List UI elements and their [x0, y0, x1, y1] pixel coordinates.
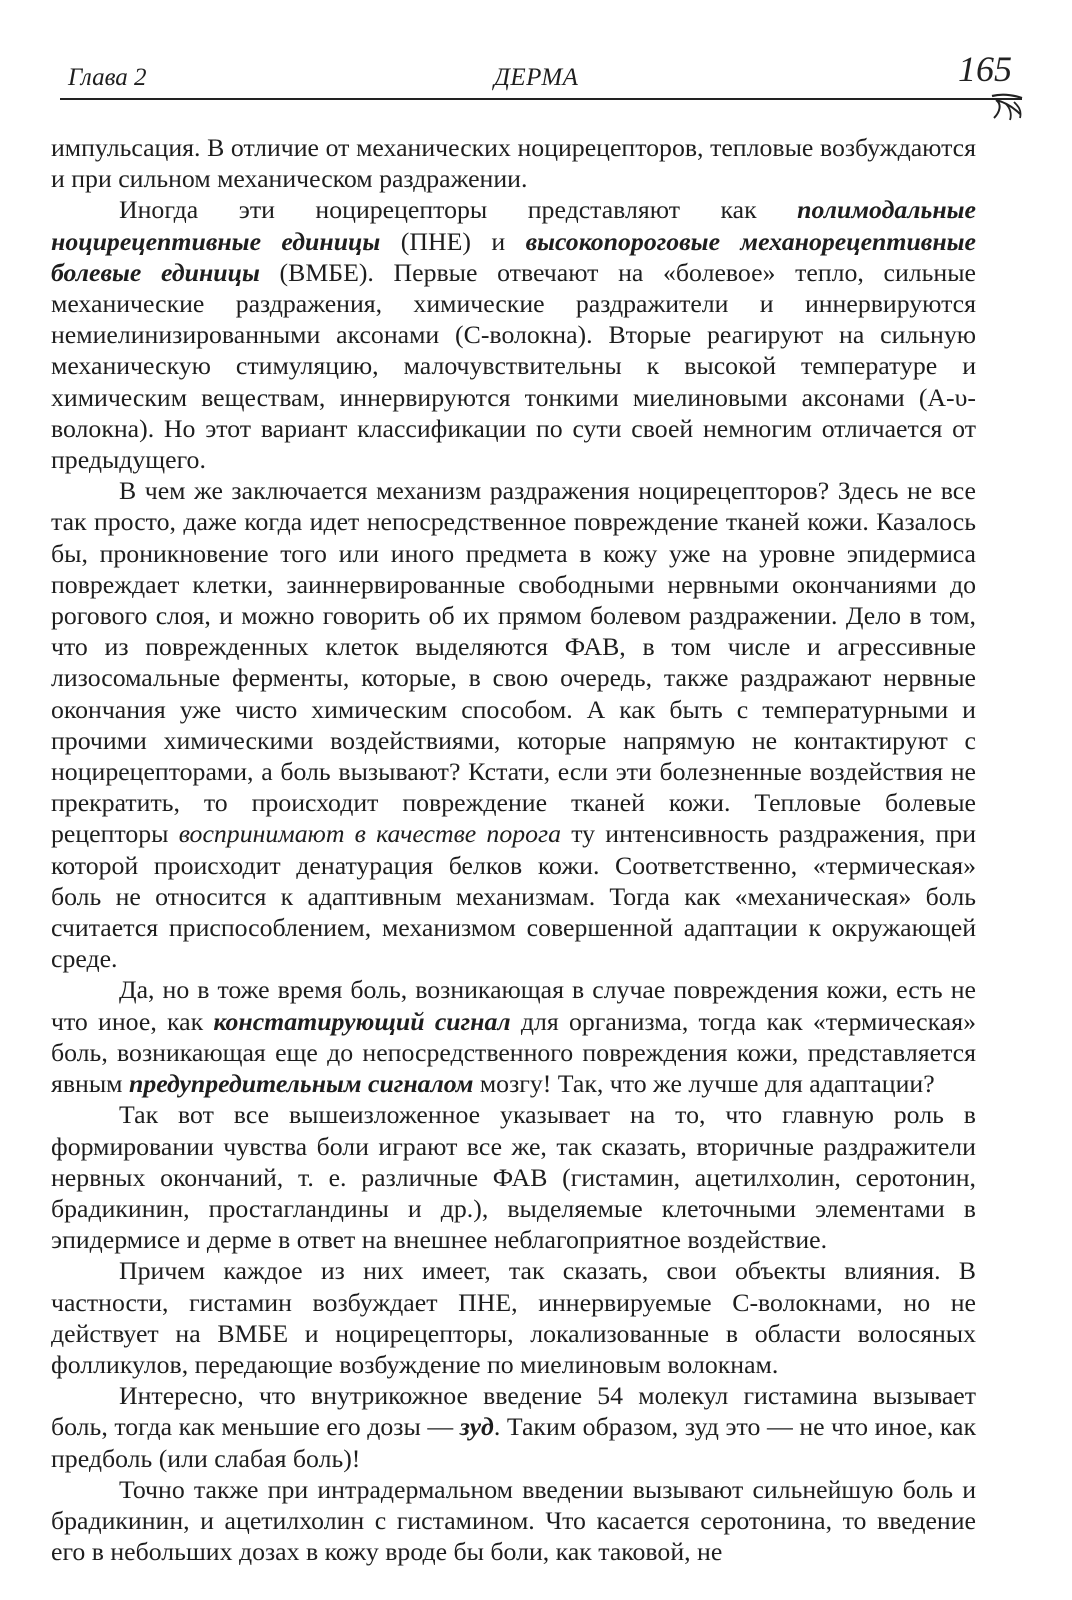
italic-phrase: воспринимают в качестве порога	[178, 819, 561, 849]
body-paragraph	[51, 1474, 976, 1568]
body-paragraph	[51, 475, 976, 974]
chapter-label: Глава 2	[68, 64, 147, 91]
paragraph-text: импульсация. В отличие от механических ноцирецепторов, тепловые возбуждаются и при сильном механическом раздражении.	[51, 133, 976, 194]
paragraph-text: мозгу! Так, что же лучше для адаптации?	[473, 1069, 935, 1099]
paragraph-text: Так вот все вышеизложенное указывает на то, что главную роль в формировании чувства боли играют все же, так сказать, вторичные раздражители нервных окончаний, т. е. различные ФАВ (гистамин, ацетилхолин, серотонин, брадикинин, простагландины и др.), выделяемые клеточными элементами в эпидермисе и дерме в ответ на внешнее неблагоприятное воздействие.	[51, 1100, 976, 1255]
paragraph-text: (ВМБЕ). Первые отвечают на «болевое» тепло, сильные механические раздражения, химические раздражители и иннервируются немиелинизированными аксонами (С-волокна). Вторые реагируют на сильную механическую стимуляцию, малочувствительны к высокой температуре и химическим веществам, иннервируются тонкими миелиновыми аксонами (А-υ-волокна). Но этот вариант классификации по сути своей немногим отличается от предыдущего.	[51, 257, 976, 475]
paragraph-text: . Таким образом, зуд это — не что иное, как предболь (или слабая боль)!	[51, 1412, 976, 1473]
ornament-swirl-icon	[990, 92, 1024, 122]
paragraph-text: Точно также при интрадермальном введении вызывают сильнейшую боль и брадикинин, и ацетилхолин с гистамином. Что касается серотонина, то введение его в небольших дозах в кожу вроде бы боли, как таковой, не	[51, 1474, 976, 1567]
paragraph-text: для организма, тогда как «термическая» боль, возникающая еще до непосредственного повреждения кожи, представляется явным	[51, 1006, 976, 1099]
emphasized-term: предупредительным сигналом	[128, 1069, 474, 1099]
paragraph-text: Интересно, что внутрикожное введение 54 молекул гистамина вызывает боль, тогда как меньшие его дозы —	[51, 1381, 976, 1442]
section-title: ДЕРМА	[494, 64, 579, 91]
page-number: 165	[958, 49, 1012, 89]
paragraph-text: Да, но в тоже время боль, возникающая в случае повреждения кожи, есть не что иное, как	[51, 975, 976, 1036]
body-paragraph	[51, 1380, 976, 1474]
paragraph-text: Иногда эти ноцирецепторы представляют как	[119, 195, 798, 225]
paragraph-text: Причем каждое из них имеет, так сказать, свои объекты влияния. В частности, гистамин возбуждает ПНЕ, иннервируемые С-волокнами, но не действует на ВМБЕ и ноцирецепторы, локализованные в области волосяных фолликулов, передающие возбуждение по миелиновым волокнам.	[51, 1256, 976, 1379]
emphasized-term: зуд	[459, 1412, 494, 1442]
body-paragraph	[51, 974, 976, 1099]
body-paragraph	[51, 194, 976, 475]
emphasized-term: полимодальные ноцирецептивные единицы	[51, 195, 976, 256]
paragraph-text: ту интенсивность раздражения, при которой происходит денатурация белков кожи. Соответственно, «термическая» боль не относится к адаптивным механизмам. Тогда как «механическая» боль считается приспособлением, механизмом совершенной адаптации к окружающей среде.	[51, 819, 977, 974]
paragraph-text: В чем же заключается механизм раздражения ноцирецепторов? Здесь не все так просто, даже когда идет непосредственное повреждение тканей кожи. Казалось бы, проникновение того или иного предмета в кожу уже на уровне эпидермиса повреждает клетки, заиннервированные свободными нервными окончаниями до рогового слоя, и можно говорить об их прямом болевом раздражении. Дело в том, что из поврежденных клеток выделяются ФАВ, в том числе и агрессивные лизосомальные ферменты, которые, в свою очередь, также раздражают нервные окончания уже чисто химическим способом. А как быть с температурными и прочими химическими воздействиями, которые напрямую не контактируют с ноцирецепторами, а боль вызывают? Кстати, если эти болезненные воздействия не прекратить, то происходит повреждение тканей кожи. Тепловые болевые рецепторы	[51, 476, 976, 849]
emphasized-term: высокопороговые механорецептивные болевые единицы	[51, 226, 976, 287]
page-body-text	[51, 132, 976, 1567]
running-header	[60, 49, 1022, 100]
body-paragraph	[51, 132, 976, 194]
emphasized-term: констатирующий сигнал	[213, 1006, 511, 1036]
body-paragraph	[51, 1255, 976, 1380]
body-paragraph	[51, 1099, 976, 1255]
paragraph-text: (ПНЕ) и	[380, 226, 526, 256]
